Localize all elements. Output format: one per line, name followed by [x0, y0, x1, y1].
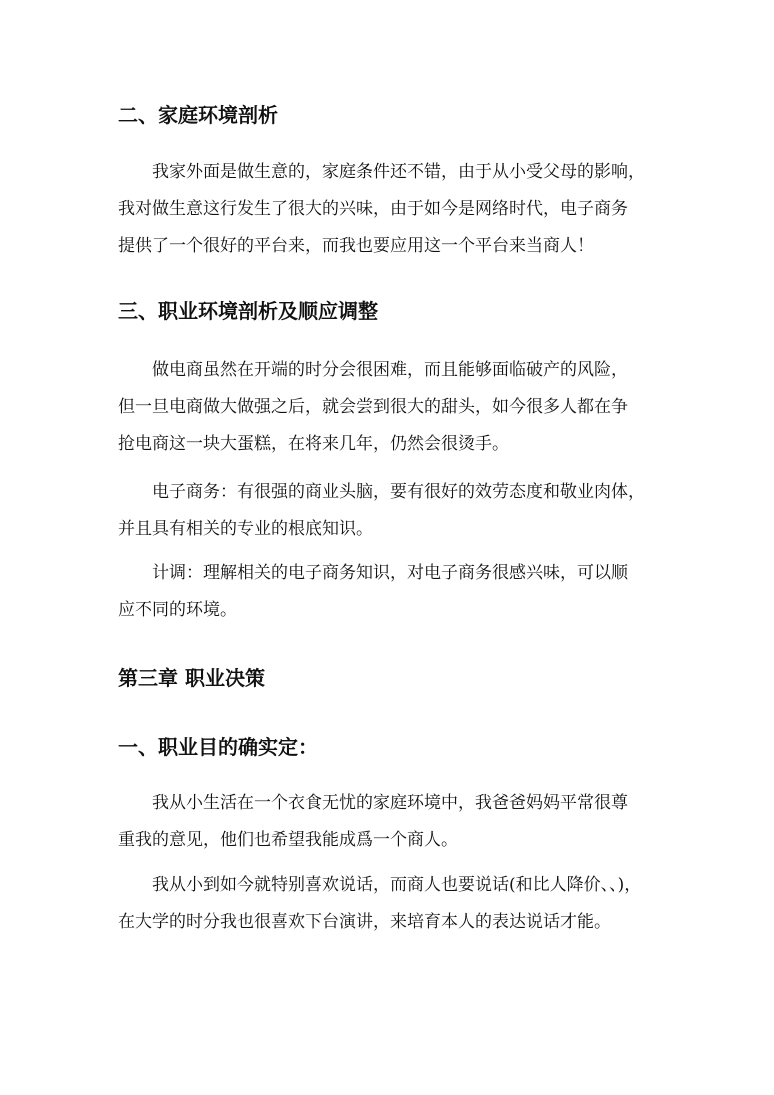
paragraph-line: 电子商务：有很强的商业头脑，要有很好的效劳态度和敬业肉体，: [152, 482, 645, 502]
paragraph-line: 抢电商这一块大蛋糕，在将来几年，仍然会很烫手。: [118, 434, 509, 454]
paragraph-planning: [118, 555, 658, 629]
paragraph-line: 并且具有相关的专业的根底知识。: [118, 519, 373, 539]
paragraph-ecommerce-requirements: [118, 474, 658, 548]
paragraph-speaking-skills: [118, 867, 658, 941]
paragraph-line: 我从小生活在一个衣食无忧的家庭环境中，我爸爸妈妈平常很尊: [152, 793, 628, 813]
section-heading-family-environment: 二、家庭环境剖析: [118, 103, 278, 127]
chapter-heading-career-decision: 第三章 职业决策: [118, 666, 265, 690]
section-heading-career-environment: 三、职业环境剖析及顺应调整: [118, 299, 378, 323]
paragraph-line: 做电商虽然在开端的时分会很困难，而且能够面临破产的风险，: [152, 360, 628, 380]
paragraph-line: 我从小到如今就特别喜欢说话，而商人也要说话(和比人降价、、)，: [152, 875, 642, 895]
paragraph-line: 计调：理解相关的电子商务知识，对电子商务很感兴味，可以顺: [152, 563, 628, 583]
section-heading-career-goal: 一、职业目的确实定：: [118, 735, 318, 759]
paragraph-line: 在大学的时分我也很喜欢下台演讲，来培育本人的表达说话才能。: [118, 912, 611, 932]
paragraph-line: 重我的意见，他们也希望我能成爲一个商人。: [118, 830, 458, 850]
paragraph-line: 应不同的环境。: [118, 600, 237, 620]
paragraph-line: 但一旦电商做大做强之后，就会尝到很大的甜头，如今很多人都在争: [118, 397, 628, 417]
paragraph-line: 提供了一个很好的平台来，而我也要应用这一个平台来当商人！: [118, 236, 594, 256]
paragraph-ecommerce-outlook: [118, 352, 658, 463]
paragraph-line: 我对做生意这行发生了很大的兴味，由于如今是网络时代，电子商务: [118, 199, 628, 219]
paragraph-family-support: [118, 785, 658, 859]
paragraph-line: 我家外面是做生意的，家庭条件还不错，由于从小受父母的影响，: [152, 162, 645, 182]
paragraph-family-environment: [118, 154, 658, 265]
